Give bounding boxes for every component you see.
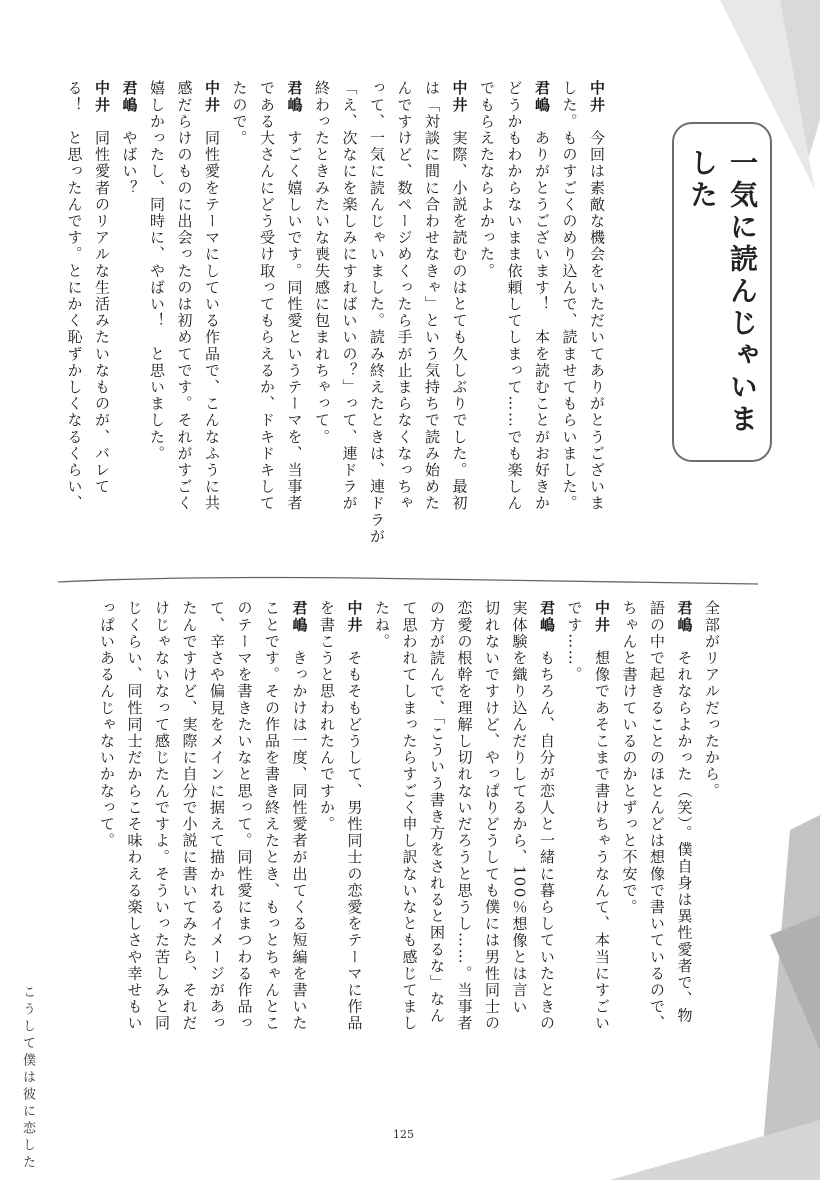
text-line <box>583 80 611 550</box>
text-line <box>115 80 143 550</box>
speaker-label: 君嶋 <box>533 80 551 130</box>
text-line <box>308 80 336 550</box>
speaker-label: 中井 <box>593 600 611 650</box>
text-line <box>225 80 253 550</box>
text-line <box>203 600 231 1105</box>
dialogue-text: 実際、小説を読むのはとても久しぶりでした。最初 <box>450 129 469 512</box>
text-line <box>643 600 671 1105</box>
dialogue-text: 感だらけのものに出会ったのは初めてです。それがすごく <box>175 80 194 512</box>
dialogue-text: そもそもどうして、男性同士の恋愛をテーマに作品 <box>345 649 364 1032</box>
dialogue-text: て、辛さや偏見をメインに据えて描かれるイメージがあっ <box>208 600 226 1032</box>
text-line <box>148 600 176 1105</box>
dialogue-text: もちろん、自分が恋人と一緒に暮らしていたときの <box>538 649 556 1032</box>
text-line <box>93 600 121 1105</box>
text-line <box>505 600 533 1105</box>
speaker-label: 君嶋 <box>290 600 309 650</box>
speaker-label: 君嶋 <box>538 600 556 650</box>
dialogue-text: じくらい、同性同士だからこそ味わえる楽しさや幸せもい <box>125 600 144 1032</box>
text-line <box>368 600 396 1105</box>
dialogue-text: でもらえたならよかった。 <box>478 80 496 280</box>
dialogue-text: どうかもわからないまま依頼してしまって……でも楽しん <box>505 80 524 512</box>
text-line <box>340 600 368 1105</box>
dialogue-text: すごく嬉しいです。同性愛というテーマを、当事者 <box>285 129 304 512</box>
dialogue-text: 実体験を織り込んだりしてるから、100％想像とは言い <box>510 600 529 1016</box>
text-line <box>143 80 171 550</box>
text-line <box>175 600 203 1105</box>
dialogue-text: ことです。その作品を書き終えたとき、もっとちゃんとこ <box>263 600 281 1032</box>
speaker-label: 中井 <box>345 600 364 650</box>
text-line <box>253 80 281 550</box>
dialogue-text: である大さんにどう受け取ってもらえるか、ドキドキして <box>258 80 276 512</box>
dialogue-text: る！ と思ったんです。とにかく恥ずかしくなるくらい、 <box>65 80 84 512</box>
speaker-label: 君嶋 <box>120 80 139 130</box>
text-line <box>473 80 501 550</box>
page-number: 125 <box>393 1128 414 1141</box>
text-line <box>588 600 616 1105</box>
dialogue-text: て思われてしまったらすごく申し訳ないなとも感じてまし <box>400 600 419 1032</box>
speaker-label: 君嶋 <box>675 600 694 650</box>
dialogue-text: の方が読んで、「こういう書き方をされると困るな」なん <box>428 600 446 1025</box>
dialogue-text: 今回は素敵な機会をいただいてありがとうございま <box>588 129 606 512</box>
dialogue-text: 切れないですけど、やっぱりどうしても僕には男性同士の <box>483 600 501 1032</box>
dialogue-text: 恋愛の根幹を理解し切れないだろうと思うし……。当事者 <box>455 600 474 1032</box>
text-line <box>313 600 341 1105</box>
dialogue-text: ありがとうございます！ 本を読むことがお好きか <box>533 129 551 512</box>
text-line <box>533 600 561 1105</box>
text-line <box>560 600 588 1105</box>
dialogue-text: たんですけど、実際に自分で小説に書いてみたら、それだ <box>180 600 199 1032</box>
dialogue-text: それならよかった（笑）。僕自身は異性愛者で、物 <box>675 649 694 1025</box>
text-line <box>450 600 478 1105</box>
section-heading: 一気に読んじゃいました <box>686 148 759 436</box>
text-line <box>445 80 473 550</box>
dialogue-text: 嬉しかったし、同時に、やばい！ と思いました。 <box>148 80 166 462</box>
section-divider <box>58 572 758 596</box>
dialogue-text: たね。 <box>373 600 391 650</box>
text-line <box>478 600 506 1105</box>
text-line <box>698 600 726 1105</box>
dialogue-text: って、一気に読んじゃいました。読み終えたときは、連ドラが <box>368 80 386 545</box>
text-line <box>615 600 643 1105</box>
bottom-text-block <box>85 600 725 1105</box>
text-line <box>418 80 446 550</box>
text-line <box>88 80 116 550</box>
dialogue-text: けじゃないなって感じたんですよ。そういった苦しみと同 <box>153 600 171 1032</box>
text-line <box>500 80 528 550</box>
text-line <box>258 600 286 1105</box>
text-line <box>555 80 583 550</box>
dialogue-text: 「え、次なにを楽しみにすればいいの？」って、連ドラが <box>340 80 359 512</box>
dialogue-text: んですけど、数ページめくったら手が止まらなくなっちゃ <box>395 80 414 512</box>
text-line <box>198 80 226 550</box>
speaker-label: 君嶋 <box>285 80 304 130</box>
text-line <box>670 600 698 1105</box>
text-line <box>423 600 451 1105</box>
text-line <box>60 80 88 550</box>
dialogue-text: 同性愛者のリアルな生活みたいなものが、バレて <box>93 129 111 496</box>
dialogue-text: っぱいあるんじゃないかなって。 <box>98 600 116 849</box>
text-line <box>363 80 391 550</box>
text-line <box>280 80 308 550</box>
dialogue-text: ちゃんと書けているのかとずっと不安で。 <box>620 600 639 916</box>
dialogue-text: した。ものすごくのめり込んで、読ませてもらいました。 <box>560 80 579 512</box>
dialogue-text: は「対談に間に合わせなきゃ」という気持ちで読み始めた <box>423 80 441 512</box>
text-line <box>335 80 363 550</box>
speaker-label: 中井 <box>93 80 111 130</box>
text-line <box>528 80 556 550</box>
dialogue-text: 終わったときみたいな喪失感に包まれちゃって。 <box>313 80 331 446</box>
dialogue-text: 全部がリアルだったから。 <box>703 600 721 800</box>
speaker-label: 中井 <box>588 80 606 130</box>
dialogue-text: やばい？ <box>120 129 139 197</box>
dialogue-text: 同性愛をテーマにしている作品で、こんなふうに共 <box>203 129 221 512</box>
text-line <box>230 600 258 1105</box>
running-title: こうして僕は彼に恋した <box>20 985 35 1172</box>
dialogue-text: を書こうと思われたんですか。 <box>318 600 336 833</box>
text-line <box>285 600 313 1105</box>
top-text-block <box>50 80 610 550</box>
text-line <box>170 80 198 550</box>
text-line <box>120 600 148 1105</box>
dialogue-text: のテーマを書きたいなと思って。同性愛にまつわる作品っ <box>235 600 254 1032</box>
text-line <box>390 80 418 550</box>
speaker-label: 中井 <box>203 80 221 130</box>
text-line <box>395 600 423 1105</box>
dialogue-text: きっかけは一度、同性愛者が出てくる短編を書いた <box>290 649 309 1032</box>
dialogue-text: 語の中で起きることのほとんどは想像で書いているので、 <box>648 600 666 1032</box>
dialogue-text: 想像であそこまで書けちゃうなんて、本当にすごい <box>593 649 611 1032</box>
dialogue-text: です……。 <box>565 600 584 683</box>
section-heading-box <box>672 122 772 462</box>
speaker-label: 中井 <box>450 80 469 130</box>
dialogue-text: たので。 <box>230 80 249 147</box>
